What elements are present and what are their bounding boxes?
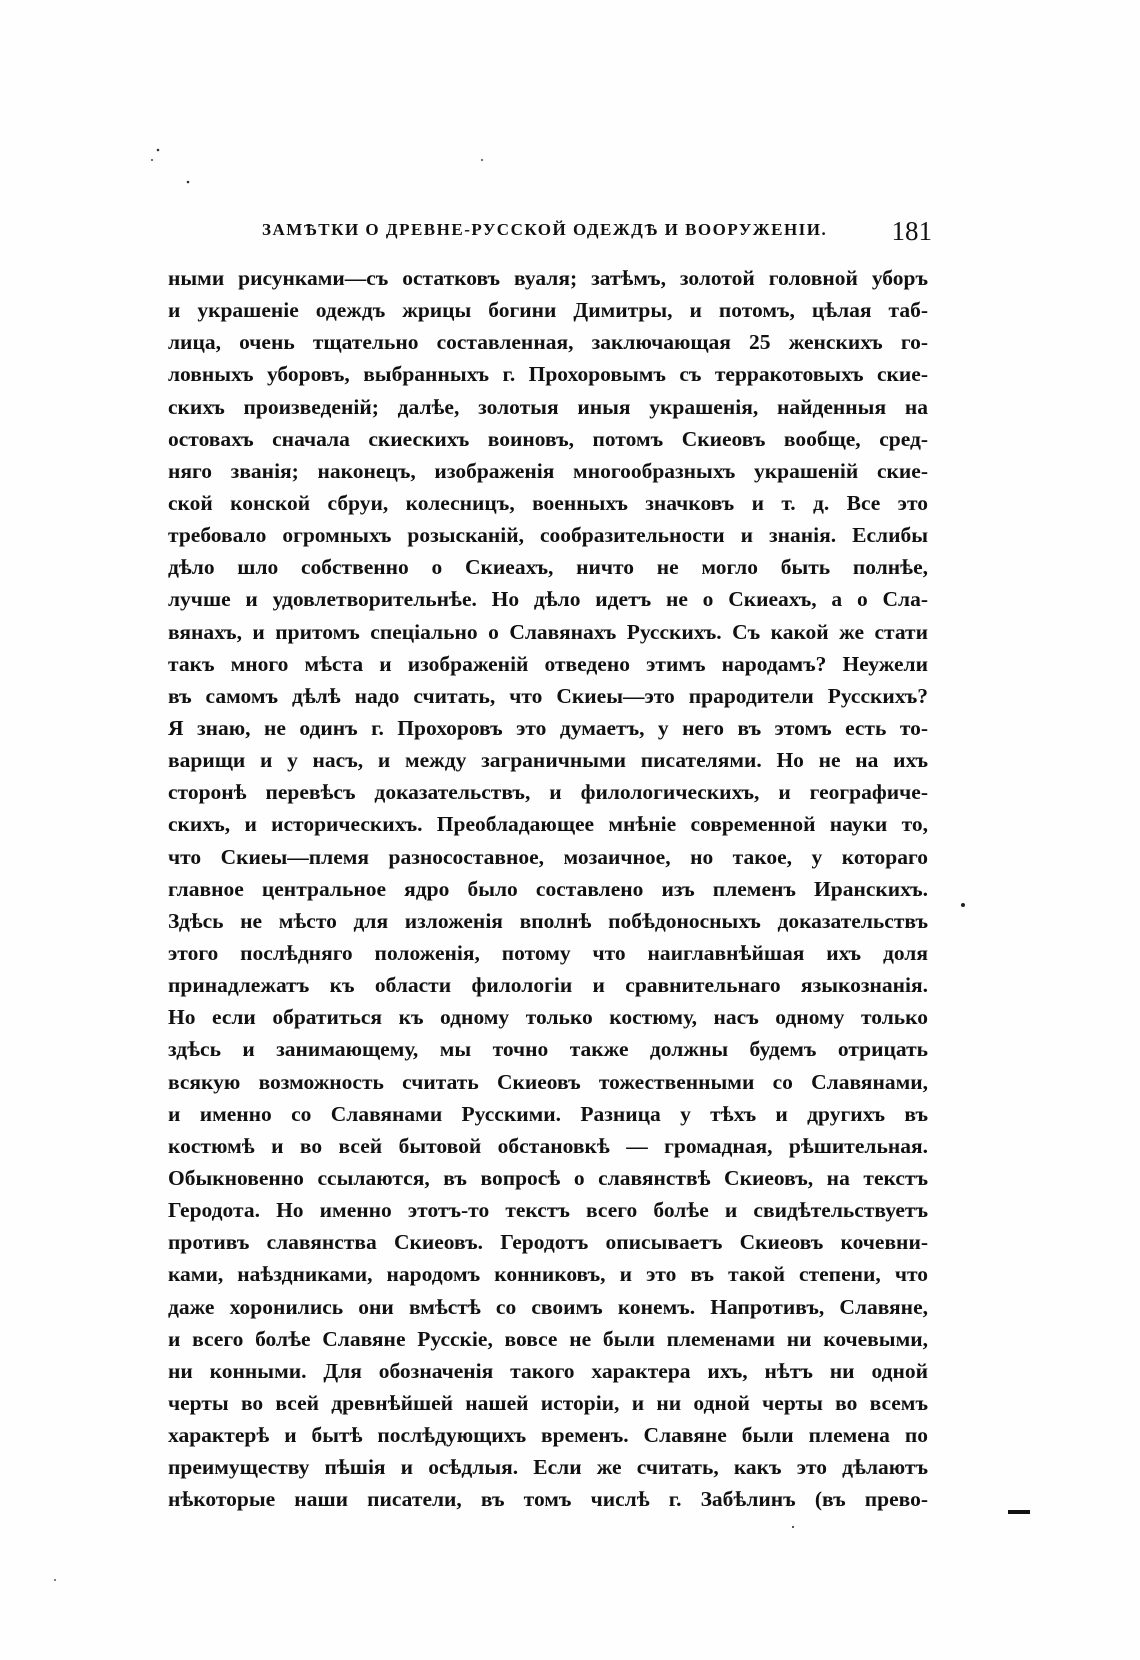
page-header — [262, 216, 932, 248]
text-line: и именно со Славянами Русскими. Разница у тѣхъ и другихъ въ — [168, 1101, 928, 1126]
scan-speck — [481, 159, 483, 161]
scan-speck — [54, 1579, 56, 1581]
text-line: ни конными. Для обозначенія такого характера ихъ, нѣтъ ни одной — [168, 1358, 928, 1383]
text-line: Геродота. Но именно этотъ-то текстъ всего болѣе и свидѣтельствуетъ — [168, 1198, 928, 1223]
text-line: лучше и удовлетворительнѣе. Но дѣло идетъ не о Скиеахъ, а о Сла- — [168, 587, 928, 612]
scan-speck — [792, 1526, 794, 1528]
text-line: варищи и у насъ, и между заграничными писателями. Но не на ихъ — [168, 748, 928, 773]
text-line: ками, наѣздниками, народомъ конниковъ, и это въ такой степени, что — [168, 1262, 928, 1287]
text-line: даже хоронились они вмѣстѣ со своимъ конемъ. Напротивъ, Славяне, — [168, 1294, 928, 1319]
text-line: и украшеніе одеждъ жрицы богини Димитры, и потомъ, цѣлая таб- — [168, 298, 928, 323]
text-line: сторонѣ перевѣсъ доказательствъ, и филологическихъ, и географиче- — [168, 780, 928, 805]
text-line: Обыкновенно ссылаются, въ вопросѣ о славянствѣ Скиеовъ, на текстъ — [168, 1165, 928, 1190]
text-line: здѣсь и занимающему, мы точно также должны будемъ отрицать — [168, 1037, 928, 1062]
text-line: скихъ, и историческихъ. Преобладающее мнѣніе современной науки то, — [168, 812, 928, 837]
text-line: Я знаю, не одинъ г. Прохоровъ это думаетъ, у него въ этомъ есть то- — [168, 715, 928, 740]
text-line: главное центральное ядро было составлено изъ племенъ Иранскихъ. — [168, 876, 928, 901]
text-line: требовало огромныхъ розысканій, сообразительности и знанія. Еслибы — [168, 523, 928, 548]
page-number: 181 — [891, 216, 932, 246]
text-line: въ самомъ дѣлѣ надо считать, что Скиеы—это прародители Русскихъ? — [168, 683, 928, 708]
text-line: скихъ произведеній; далѣе, золотыя иныя украшенія, найденныя на — [168, 394, 928, 419]
text-line: дѣло шло собственно о Скиеахъ, ничто не могло быть полнѣе, — [168, 555, 928, 580]
text-line: вянахъ, и притомъ спеціально о Славянахъ Русскихъ. Съ какой же стати — [168, 619, 928, 644]
text-line: Здѣсь не мѣсто для изложенія вполнѣ побѣдоносныхъ доказательствъ — [168, 908, 928, 933]
text-line: и всего болѣе Славяне Русскіе, вовсе не были племенами ни кочевыми, — [168, 1326, 928, 1351]
text-line: остовахъ сначала скиескихъ воиновъ, потомъ Скиеовъ вообще, сред- — [168, 426, 928, 451]
text-line: няго званія; наконецъ, изображенія многообразныхъ украшеній ские- — [168, 458, 928, 483]
scan-mark — [1008, 1510, 1030, 1514]
text-line: преимуществу пѣшія и осѣдлыя. Если же считать, какъ это дѣлаютъ — [168, 1455, 928, 1480]
text-line: нѣкоторые наши писатели, въ томъ числѣ г. Забѣлинъ (въ прево- — [168, 1487, 928, 1512]
text-line: характерѣ и бытѣ послѣдующихъ временъ. Славяне были племена по — [168, 1423, 928, 1448]
text-line: ловныхъ уборовъ, выбранныхъ г. Прохоровымъ съ терракотовыхъ ские- — [168, 362, 928, 387]
text-line: ными рисунками—съ остатковъ вуаля; затѣмъ, золотой головной уборъ — [168, 266, 928, 290]
text-line: что Скиеы—племя разносоставное, мозаичное, но такое, у котораго — [168, 844, 928, 869]
text-line: костюмѣ и во всей бытовой обстановкѣ — громадная, рѣшительная. — [168, 1133, 928, 1158]
body-text — [168, 262, 928, 1515]
text-line: всякую возможность считать Скиеовъ тожественными со Славянами, — [168, 1069, 928, 1094]
scan-speck — [151, 159, 153, 161]
text-line: Но если обратиться къ одному только костюму, насъ одному только — [168, 1005, 928, 1030]
text-line: принадлежатъ къ области филологіи и сравнительнаго языкознанія. — [168, 973, 928, 998]
scan-speck — [961, 903, 965, 907]
text-line: ской конской сбруи, колесницъ, военныхъ значковъ и т. д. Все это — [168, 490, 928, 515]
scan-speck — [187, 181, 190, 184]
text-line: лица, очень тщательно составленная, заключающая 25 женскихъ го- — [168, 330, 928, 355]
scan-speck — [157, 149, 160, 152]
text-line: черты во всей древнѣйшей нашей исторіи, и ни одной черты во всемъ — [168, 1390, 928, 1415]
running-title: ЗАМѢТКИ О ДРЕВНЕ-РУССКОЙ ОДЕЖДѢ И ВООРУЖЕНІИ. — [262, 220, 828, 239]
text-line: этого послѣдняго положенія, потому что наиглавнѣйшая ихъ доля — [168, 940, 928, 965]
text-line: такъ много мѣста и изображеній отведено этимъ народамъ? Неужели — [168, 651, 928, 676]
text-line: противъ славянства Скиеовъ. Геродотъ описываетъ Скиеовъ кочевни- — [168, 1230, 928, 1255]
